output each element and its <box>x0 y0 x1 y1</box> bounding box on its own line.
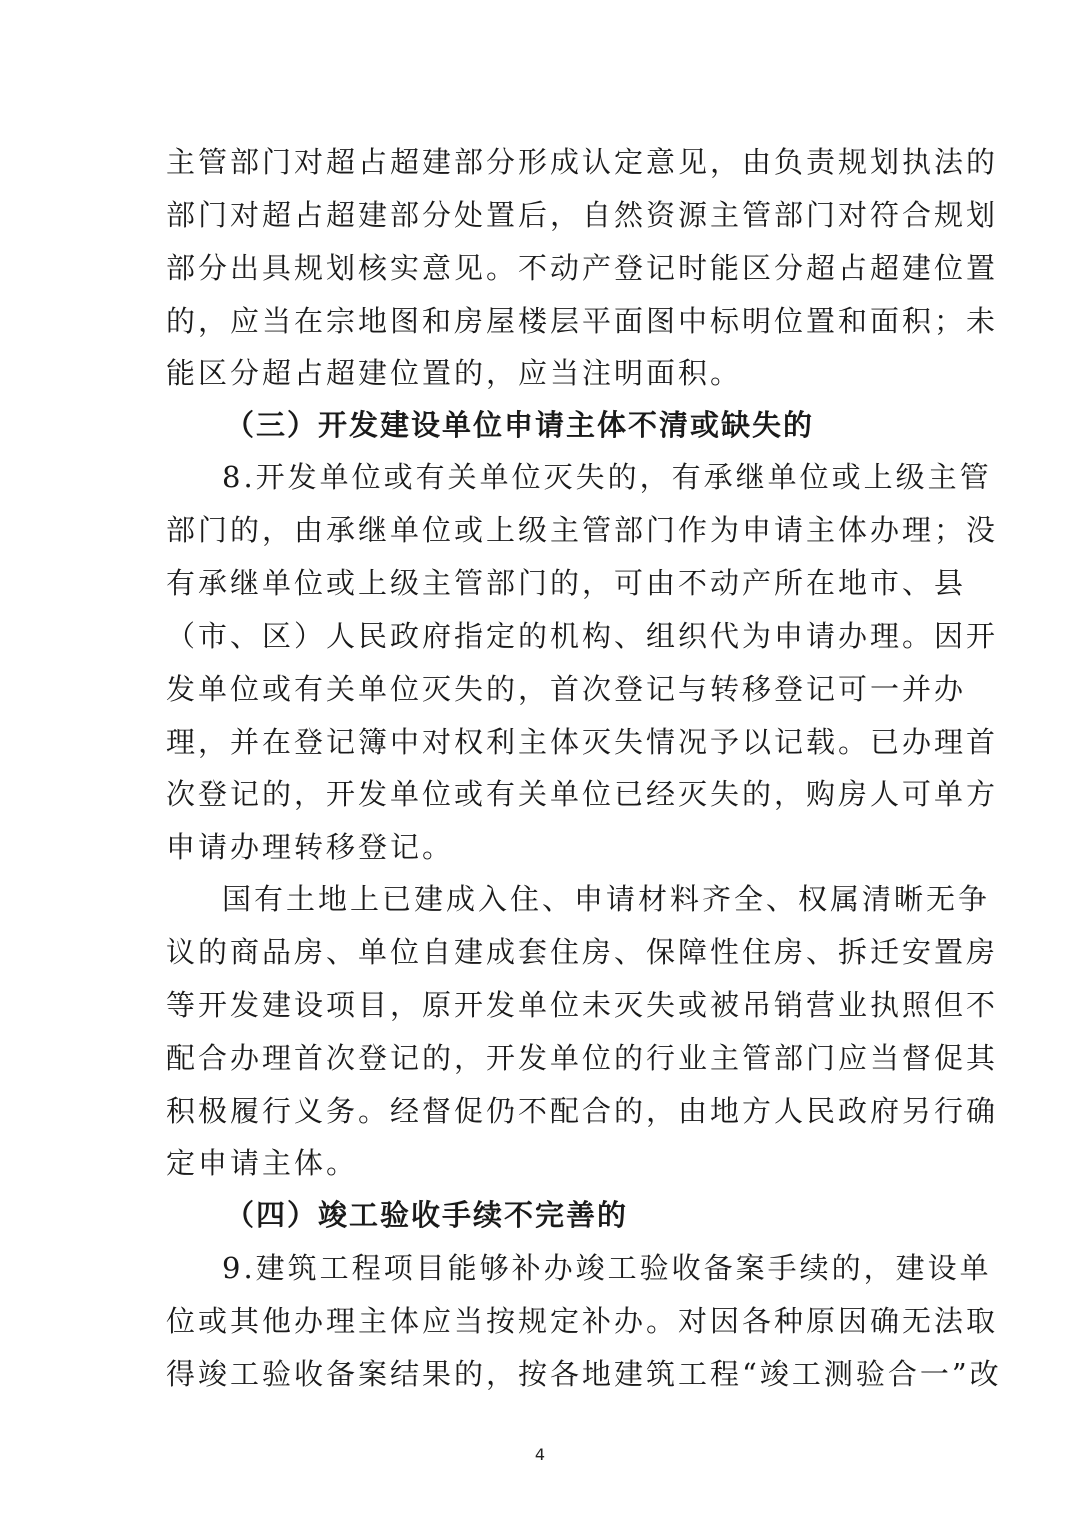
body-text-line: 定申请主体。 <box>166 1146 359 1180</box>
body-text-line: 得竣工验收备案结果的，按各地建筑工程“竣工测验合一”改 <box>166 1357 1002 1391</box>
page-number: 4 <box>534 1445 546 1464</box>
body-text-line: 理，并在登记簿中对权利主体灭失情况予以记载。已办理首 <box>166 725 999 759</box>
body-text-line: 积极履行义务。经督促仍不配合的，由地方人民政府另行确 <box>166 1094 999 1128</box>
section-heading-3: （三）开发建设单位申请主体不清或缺失的 <box>225 408 815 442</box>
body-text-line: 的，应当在宗地图和房屋楼层平面图中标明位置和面积；未 <box>166 304 999 338</box>
body-text-line: 部门的，由承继单位或上级主管部门作为申请主体办理；没 <box>166 513 999 547</box>
body-text-line: 部分出具规划核实意见。不动产登记时能区分超占超建位置 <box>166 251 999 285</box>
body-text-line: 发单位或有关单位灭失的，首次登记与转移登记可一并办 <box>166 672 967 706</box>
body-text-line: 申请办理转移登记。 <box>166 830 455 864</box>
body-text-line: 配合办理首次登记的，开发单位的行业主管部门应当督促其 <box>166 1041 999 1075</box>
body-text-line: 次登记的，开发单位或有关单位已经灭失的，购房人可单方 <box>166 777 999 811</box>
body-text-line: 能区分超占超建位置的，应当注明面积。 <box>166 356 743 390</box>
body-text-line: 有承继单位或上级主管部门的，可由不动产所在地市、县 <box>166 566 967 600</box>
body-text-line: 等开发建设项目，原开发单位未灭失或被吊销营业执照但不 <box>166 988 999 1022</box>
body-text-line: 主管部门对超占超建部分形成认定意见，由负责规划执法的 <box>166 145 999 179</box>
body-text-line: （市、区）人民政府指定的机构、组织代为申请办理。因开 <box>166 619 999 653</box>
body-text-line: 议的商品房、单位自建成套住房、保障性住房、拆迁安置房 <box>166 935 999 969</box>
body-text-line: 8.开发单位或有关单位灭失的，有承继单位或上级主管 <box>222 460 992 494</box>
body-text-line: 国有土地上已建成入住、申请材料齐全、权属清晰无争 <box>222 882 991 916</box>
body-text-line: 9.建筑工程项目能够补办竣工验收备案手续的，建设单 <box>222 1251 992 1285</box>
body-text-line: 位或其他办理主体应当按规定补办。对因各种原因确无法取 <box>166 1304 999 1338</box>
body-text-line: 部门对超占超建部分处置后，自然资源主管部门对符合规划 <box>166 198 999 232</box>
section-heading-4: （四）竣工验收手续不完善的 <box>225 1198 629 1232</box>
